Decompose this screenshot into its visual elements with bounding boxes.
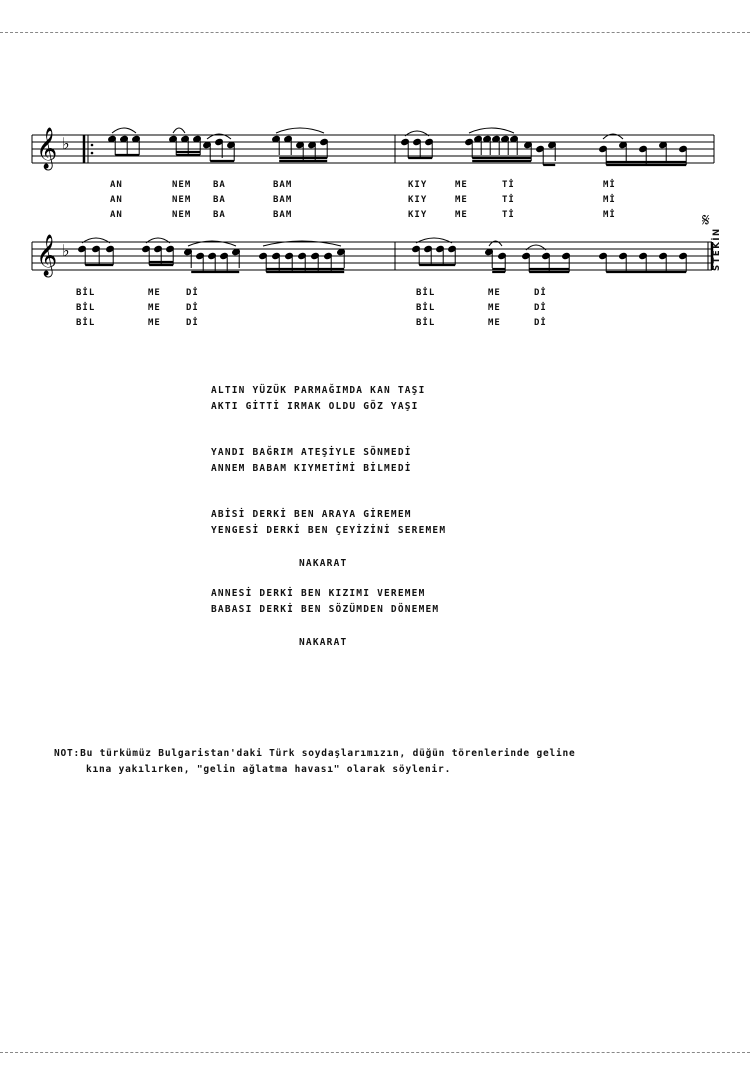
syllable: ME <box>455 210 468 220</box>
syllable: ME <box>488 318 501 328</box>
slur <box>469 128 514 133</box>
syllable: BAM <box>273 195 293 205</box>
refrain-label-2: NAKARAT <box>299 637 348 648</box>
syllable: BİL <box>416 303 436 313</box>
syllable: Tİ <box>502 195 515 205</box>
footnote-line-1: NOT:Bu türkümüz Bulgaristan'daki Türk soydaşlarımızın, düğün törenlerinde geline <box>54 748 576 759</box>
syllable: NEM <box>172 195 192 205</box>
staff-system-1 <box>0 115 750 185</box>
syllable: ME <box>455 195 468 205</box>
verse-4-line-2: BABASI DERKİ BEN SÖZÜMDEN DÖNEMEM <box>211 604 440 615</box>
syllable: KIY <box>408 210 428 220</box>
treble-clef-icon: 𝄞 <box>36 235 58 276</box>
treble-clef-icon: 𝄞 <box>36 128 58 169</box>
syllable: BAM <box>273 210 293 220</box>
syllable: ME <box>488 303 501 313</box>
syllable: Tİ <box>502 210 515 220</box>
syllable: Dİ <box>186 288 199 298</box>
slur <box>173 128 185 133</box>
syllable: AN <box>110 195 123 205</box>
syllable: AN <box>110 210 123 220</box>
verse-3-line-2: YENGESİ DERKİ BEN ÇEYİZİNİ SEREMEM <box>211 525 447 536</box>
verse-1-line-2: AKTI GİTTİ IRMAK OLDU GÖZ YAŞI <box>211 401 419 412</box>
syllable: Dİ <box>534 303 547 313</box>
bottom-rule <box>0 1052 750 1053</box>
top-rule <box>0 32 750 33</box>
syllable: ME <box>148 318 161 328</box>
syllable: ME <box>148 288 161 298</box>
syllable: ME <box>488 288 501 298</box>
syllable: Dİ <box>186 318 199 328</box>
syllable: KIY <box>408 195 428 205</box>
syllable: Mİ <box>603 180 616 190</box>
verse-4-line-1: ANNESİ DERKİ BEN KIZIMI VEREMEM <box>211 588 426 599</box>
flat-icon: ♭ <box>62 241 70 260</box>
syllable: BA <box>213 195 226 205</box>
verse-1-line-1: ALTIN YÜZÜK PARMAĞIMDA KAN TAŞI <box>211 385 426 396</box>
syllable: KIY <box>408 180 428 190</box>
syllable: Dİ <box>186 303 199 313</box>
syllable: Mİ <box>603 195 616 205</box>
verse-3-line-1: ABİSİ DERKİ BEN ARAYA GİREMEM <box>211 509 412 520</box>
verse-2-line-2: ANNEM BABAM KIYMETİMİ BİLMEDİ <box>211 463 412 474</box>
lyrics-system-2 <box>0 288 750 333</box>
syllable: Dİ <box>534 288 547 298</box>
slur <box>276 128 324 133</box>
syllable: BA <box>213 180 226 190</box>
lyrics-system-1 <box>0 180 750 225</box>
syllable: BİL <box>416 288 436 298</box>
flat-icon: ♭ <box>62 134 70 153</box>
slur <box>112 128 136 133</box>
verse-2-line-1: YANDI BAĞRIM ATEŞİYLE SÖNMEDİ <box>211 447 412 458</box>
syllable: BAM <box>273 180 293 190</box>
syllable: Tİ <box>502 180 515 190</box>
syllable: BİL <box>416 318 436 328</box>
segno-icon: 𝄋 <box>702 210 710 231</box>
syllable: ME <box>148 303 161 313</box>
footnote-line-2: kına yakılırken, "gelin ağlatma havası" olarak söylenir. <box>86 764 452 775</box>
syllable: BİL <box>76 288 96 298</box>
arranger-signature: STEKİN <box>712 227 722 271</box>
syllable: Mİ <box>603 210 616 220</box>
syllable: BİL <box>76 303 96 313</box>
syllable: AN <box>110 180 123 190</box>
syllable: BİL <box>76 318 96 328</box>
staff-system-2 <box>0 222 750 292</box>
refrain-label-1: NAKARAT <box>299 558 348 569</box>
syllable: NEM <box>172 210 192 220</box>
syllable: Dİ <box>534 318 547 328</box>
syllable: NEM <box>172 180 192 190</box>
syllable: BA <box>213 210 226 220</box>
syllable: ME <box>455 180 468 190</box>
